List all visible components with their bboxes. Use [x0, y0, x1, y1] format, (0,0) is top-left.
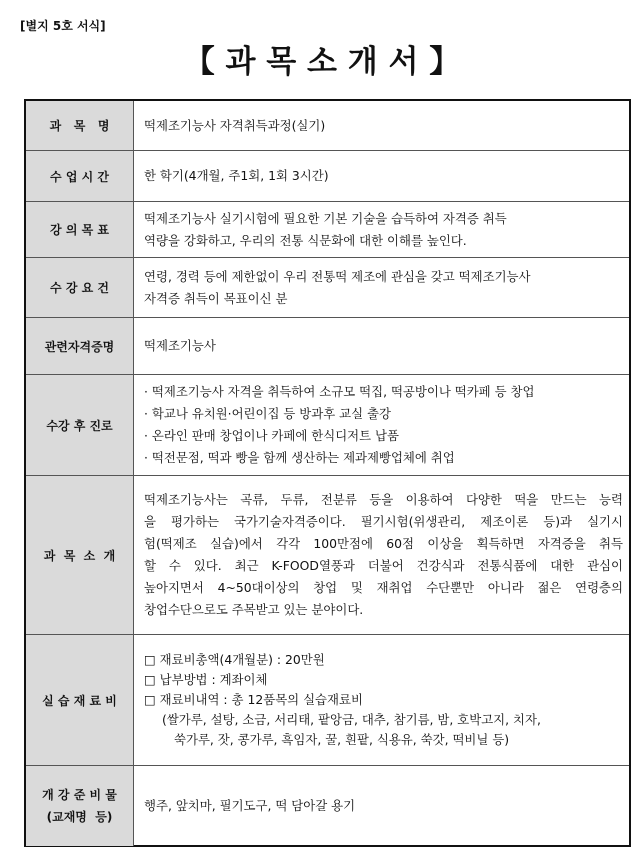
career-item: · 학교나 유치원·어린이집 등 방과후 교실 출강: [144, 406, 391, 421]
value-hours: [134, 151, 629, 201]
value-career: [134, 375, 629, 475]
label-materials: 실 습 재 료 비: [26, 635, 134, 765]
label-career: 수강 후 진로: [26, 375, 134, 475]
value-materials: [134, 635, 629, 765]
career-item: · 떡제조기능사 자격을 취득하여 소규모 떡집, 떡공방이나 떡카페 등 창업: [144, 384, 535, 399]
label-intro: 과 목 소 개: [26, 476, 134, 634]
hours-text: 한 학기(4개월, 주1회, 1회 3시간): [144, 168, 329, 183]
value-intro: [134, 476, 629, 634]
row-certificate: [26, 318, 629, 375]
row-career: [26, 375, 629, 476]
label-prep: [26, 766, 134, 846]
value-prep: [134, 766, 629, 846]
intro-line: 창업수단으로도 주목받고 있는 분야이다.: [144, 602, 364, 617]
row-goal: [26, 202, 629, 258]
form-number-label: [별지 5호 서식]: [20, 19, 106, 33]
materials-item: □ 재료비내역 : 총 12품목의 실습재료비: [144, 692, 363, 707]
intro-line: 을 평가하는 국가기술자격증이다. 필기시험(위생관리, 제조이론 등)과 실기시: [144, 514, 623, 529]
goal-line: 떡제조기능사 실기시험에 필요한 기본 기술을 습득하여 자격증 취득: [144, 210, 507, 226]
prep-text: 행주, 앞치마, 필기도구, 떡 담아갈 용기: [144, 798, 356, 813]
label-requirement: 수 강 요 건: [26, 258, 134, 317]
materials-detail-line: (쌀가루, 설탕, 소금, 서리태, 팥앙금, 대추, 참기름, 밤, 호박고지, 치자,: [162, 712, 541, 727]
label-prep-line: (교재명 등): [46, 810, 113, 824]
course-info-table: [24, 99, 631, 847]
row-prep: [26, 766, 629, 846]
materials-item: □ 납부방법 : 계좌이체: [144, 672, 268, 687]
label-goal: 강 의 목 표: [26, 202, 134, 257]
row-hours: [26, 151, 629, 202]
value-subject: [134, 101, 629, 150]
value-certificate: [134, 318, 629, 374]
label-hours: 수 업 시 간: [26, 151, 134, 201]
label-prep-line: 개 강 준 비 물: [42, 788, 117, 802]
intro-line: 떡제조기능사는 곡류, 두류, 전분류 등을 이용하여 다양한 떡을 만드는 능력: [144, 492, 623, 507]
career-item: · 떡전문점, 떡과 빵을 함께 생산하는 제과제빵업체에 취업: [144, 450, 455, 465]
certificate-text: 떡제조기능사: [144, 338, 216, 353]
row-requirement: [26, 258, 629, 318]
subject-text: 떡제조기능사 자격취득과정(실기): [144, 117, 326, 133]
career-item: · 온라인 판매 창업이나 카페에 한식디저트 납품: [144, 428, 399, 443]
materials-detail-line: 쑥가루, 잣, 콩가루, 흑임자, 꿀, 흰팥, 식용유, 쑥갓, 떡비닐 등): [174, 732, 510, 747]
requirement-line: 연령, 경력 등에 제한없이 우리 전통떡 제조에 관심을 갖고 떡제조기능사: [144, 268, 531, 284]
row-intro: [26, 476, 629, 635]
value-requirement: [134, 258, 629, 317]
goal-line: 역량을 강화하고, 우리의 전통 식문화에 대한 이해를 높인다.: [144, 232, 467, 248]
row-subject: [26, 101, 629, 151]
value-goal: [134, 202, 629, 257]
row-materials: [26, 635, 629, 766]
requirement-line: 자격증 취득이 목표이신 분: [144, 290, 288, 306]
label-certificate: 관련자격증명: [26, 318, 134, 374]
intro-line: 높아지면서 4~50대이상의 창업 및 재취업 수단뿐만 아니라 젊은 연령층의: [144, 580, 623, 595]
intro-line: 할 수 있다. 최근 K-FOOD열풍과 더불어 건강식과 전통식품에 대한 관심이: [144, 558, 623, 573]
materials-item: □ 재료비총액(4개월분) : 20만원: [144, 652, 325, 667]
intro-line: 험(떡제조 실습)에서 각각 100만점에 60점 이상을 획득하면 자격증을 취득: [144, 536, 623, 551]
page-title: 【 과 목 소 개 서 】: [183, 44, 461, 80]
label-subject: 과 목 명: [26, 101, 134, 150]
